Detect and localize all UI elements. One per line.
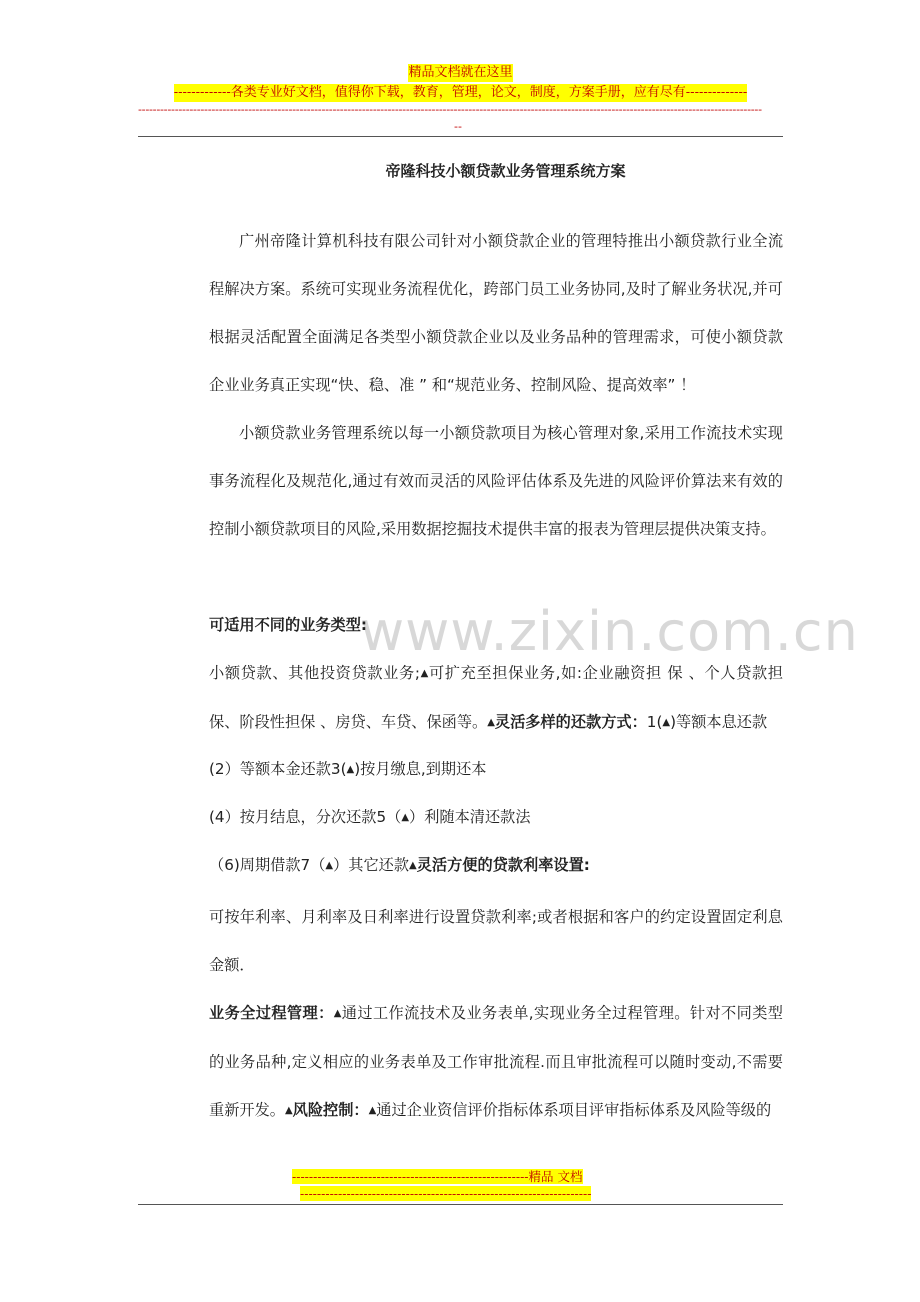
bullet-marker-icon: ▲ [333,1008,342,1019]
bullet-marker-icon: ▲ [419,668,429,679]
bullet-marker-icon: ▲ [401,812,410,823]
header-line-1: 精品文档就在这里 [408,65,513,80]
paragraph-business-types [209,649,783,747]
repay-1: 1( [646,713,663,731]
repay-1b: )等额本息还款 [670,713,768,731]
bullet-marker-icon: ▲ [284,1105,293,1116]
types-text: 小额贷款、其他投资贷款业务; [209,664,420,682]
heading-business-types: 可适用不同的业务类型: [209,616,367,634]
header-rule [138,136,783,137]
paragraph-repay-2 [209,745,783,794]
paragraph-rate: 可按年利率、月利率及日利率进行设置贷款利率;或者根据和客户的约定设置固定利息金额． [209,908,783,974]
heading-rate: 灵活方便的贷款利率设置: [416,856,590,874]
document-title: 帝隆科技小额贷款业务管理系统方案 [385,162,626,180]
paragraph-process [209,989,783,1135]
page-footer [292,1168,591,1202]
bullet-marker-icon: ▲ [368,1105,377,1116]
bullet-marker-icon: ▲ [662,717,671,728]
repay-3b: ）利随本清还款法 [409,808,531,826]
paragraph-system: 小额贷款业务管理系统以每一小额贷款项目为核心管理对象,采用工作流技术实现事务流程化及规范化,通过有效而灵活的风险评估体系及先进的风险评价算法来有效的控制小额贷款项目的风险,采用数据挖掘技术提供丰富的报表为管理层提供决策支持。 [209,424,783,538]
paragraph-repay-4 [209,841,783,890]
header-dash-line: -------------------------------------------------------------------------------------------------------------------------------------------------------------------------- [138,104,762,116]
footer-line-1: --------------------------------------------------------精品 文档 [292,1169,583,1184]
bullet-marker-icon: ▲ [325,860,334,871]
page-header [138,64,783,102]
watermark: www.zixin.com.cn [360,600,859,663]
paragraph-repay-3 [209,793,783,842]
repay-2: (2）等额本金还款3( [209,760,347,778]
paragraph-intro: 广州帝隆计算机科技有限公司针对小额贷款企业的管理特推出小额贷款行业全流程解决方案。系统可实现业务流程优化，跨部门员工业务协同,及时了解业务状况,并可根据灵活配置全面满足各类型小额贷款企业以及业务品种的管理需求，可使小额贷款企业业务真正实现“快、稳、准 ” 和“规范业务、控制风险、提高效率” ！ [209,232,783,394]
header-dash-tail: -- [454,120,462,133]
section-business-types [209,601,783,649]
header-line-2: -------------各类专业好文档，值得你下载，教育，管理，论文，制度，方案手册，应有尽有-------------- [173,85,748,100]
types-text-2: 可扩充至担保业务,如:企业融资担 保 、个人贷款担保、阶段性担保 、房贷、车贷、保函等。 [209,664,783,731]
risk-text: 通过企业资信评价指标体系项目评审指标体系及风险等级的 [376,1101,772,1119]
heading-risk: 风险控制： [292,1101,369,1119]
repay-4: （6)周期借款7（ [209,856,326,874]
bullet-marker-icon: ▲ [409,860,417,871]
repay-3: (4）按月结息，分次还款5（ [209,808,402,826]
bullet-marker-icon: ▲ [346,764,355,775]
repay-2b: )按月缴息,到期还本 [354,760,487,778]
process-text: 通过工作流技术及业务表单,实现业务全过程管理。针对不同类型的业务品种,定义相应的业务表单及工作审批流程.而且审批流程可以随时变动,不需要重新开发。 [209,1004,783,1119]
heading-repayment: 灵活多样的还款方式： [494,713,647,731]
heading-process: 业务全过程管理： [209,1004,334,1022]
footer-rule [138,1204,783,1205]
footer-line-2: --------------------------------------------------------------------- [300,1186,592,1201]
bullet-marker-icon: ▲ [487,717,495,728]
repay-4b: ）其它还款 [333,856,410,874]
